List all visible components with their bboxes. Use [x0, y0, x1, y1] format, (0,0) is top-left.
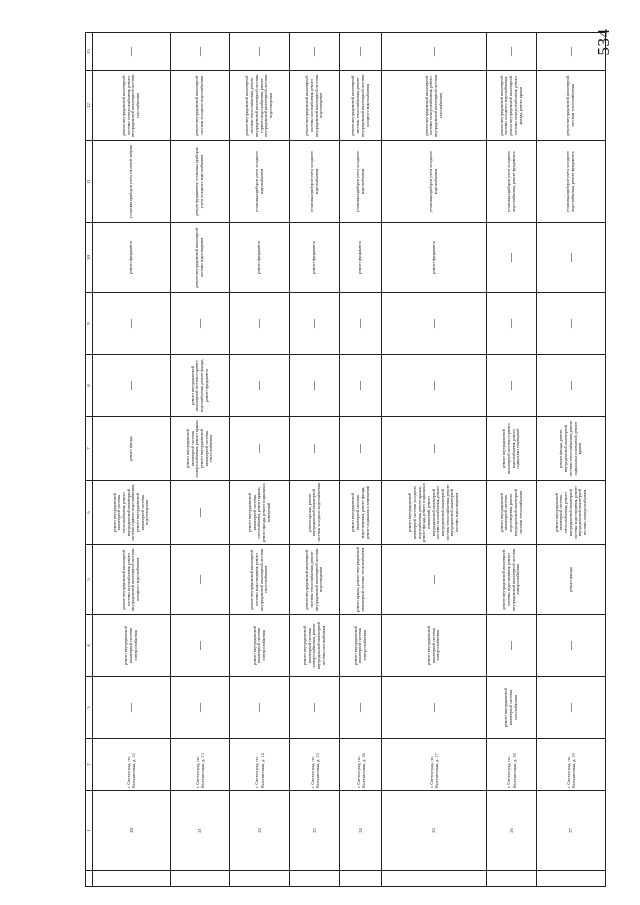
table-row — [230, 33, 290, 887]
work-cell: — — [382, 417, 487, 481]
work-cell: установка приборов учета холодного водоснабжения — [382, 141, 487, 223]
page-number: 534 — [594, 28, 613, 56]
work-cell: — — [537, 615, 606, 677]
work-cell: ремонт фундамента — [230, 223, 290, 293]
address-cell: г. Светлоград, пл. Выставочная, д. 13 — [170, 739, 230, 791]
row-number-cell: 23 — [289, 791, 340, 871]
work-cell: ремонт внутридомовой инженерной системы электроснабжения — [230, 615, 290, 677]
work-cell: ремонт фасада — [537, 545, 606, 615]
work-cell: — — [230, 417, 290, 481]
work-cell: ремонт внутридомовой инженерной системы теплоснабжения — [537, 71, 606, 141]
work-cell: ремонт внутридомовой инженерной системы теплоснабжения, ремонт внутридомовой инженерной системы горячего водоснабжения, ремонт внутридомовой инженерной системы водоотведения — [230, 71, 290, 141]
work-cell: ремонт внутридомовой инженерной системы теплоснабжения, ремонт внутридомовой инженерной системы водоотведения, ремонт внутридомовой инженерной системы электроснабжения — [537, 481, 606, 545]
work-cell: — — [382, 545, 487, 615]
work-cell: — — [170, 33, 230, 71]
column-number-cell: 13 — [86, 33, 93, 71]
column-number-cell: 8 — [86, 355, 93, 417]
work-cell: — — [230, 293, 290, 355]
work-cell: — — [537, 677, 606, 739]
work-cell: — — [230, 355, 290, 417]
work-cell: — — [340, 677, 382, 739]
work-cell: — — [340, 355, 382, 417]
work-cell: — — [170, 293, 230, 355]
work-cell: ремонт внутридомовой инженерной системы холодного водоснабжения, ремонт крыши, ремонт фасада, ремонт подвальных помещений, ремонт внутридомовой инженерной системы газоснабжения, ремонт внутридомовой инженерной системы теплоснабжения, ремонт внутридомовой инженерной системы водоотведения — [382, 481, 487, 545]
row-number-cell: 22 — [230, 791, 290, 871]
work-cell: — — [289, 33, 340, 71]
spacer-cell — [486, 871, 537, 887]
work-cell: ремонт внутридомовой инженерной системы электроснабжения — [340, 615, 382, 677]
work-cell: — — [289, 355, 340, 417]
work-cell: — — [486, 33, 537, 71]
work-cell: — — [537, 293, 606, 355]
work-cell: ремонт внутридомовой инженерной системы холодного водоснабжения — [170, 71, 230, 141]
work-cell: ремонт внутридомовой инженерной системы водоотведения — [170, 223, 230, 293]
row-number-cell: 27 — [537, 791, 606, 871]
work-cell: ремонт внутридомовой инженерной системы водоотведения, ремонт внутридомовой инженерной системы теплоснабжения — [486, 481, 537, 545]
work-cell: — — [289, 677, 340, 739]
repair-schedule-table — [85, 32, 606, 887]
column-number-cell: 10 — [86, 223, 93, 293]
column-number-cell: 1 — [86, 791, 93, 871]
work-cell: — — [382, 33, 487, 71]
column-number-cell: 11 — [86, 141, 93, 223]
column-number-cell: 9 — [86, 293, 93, 355]
address-cell: г. Светлоград, пл. Выставочная, д. 14 — [230, 739, 290, 791]
address-cell: г. Светлоград, пл. Выставочная, д. 12 — [93, 739, 171, 791]
table-row — [170, 33, 230, 887]
work-cell: установка приборов учета тепловой энергии — [93, 141, 171, 223]
work-cell: ремонт внутридомовой инженерной системы газоснабжения, ремонт внутридомовой инженерной системы водоотведения — [289, 71, 340, 141]
spacer-cell — [289, 871, 340, 887]
spacer-cell — [170, 871, 230, 887]
table-row — [289, 33, 340, 887]
column-number-cell — [86, 871, 93, 887]
work-cell: ремонт внутридомовой инженерной системы горячего водоснабжения, ремонт фасада, ремонт фундамента — [170, 355, 230, 417]
work-cell: ремонт фундамента — [340, 223, 382, 293]
work-cell: ремонт внутридомовой инженерной системы горячего водоснабжения, ремонт подвальных помещений — [486, 417, 537, 481]
work-cell: ремонт внутридомовой инженерной системы электроснабжения, ремонт крыши, ремонт внутридомовой инженерной системы теплоснабжения — [170, 417, 230, 481]
spacer-cell — [230, 871, 290, 887]
column-number-cell: 4 — [86, 615, 93, 677]
work-cell: — — [170, 481, 230, 545]
work-cell: ремонт внутридомовой инженерной системы теплоснабжения, ремонт внутридомовой инженерной системы горячего водоснабжения, ремонт внутридомовой инженерной системы водоотведения — [93, 481, 171, 545]
work-cell: — — [486, 615, 537, 677]
address-cell: г. Светлоград, пл. Выставочная, д. 17 — [382, 739, 487, 791]
row-number-cell: 21 — [170, 791, 230, 871]
work-cell: — — [93, 293, 171, 355]
column-number-cell: 6 — [86, 481, 93, 545]
address-cell: г. Светлоград, пл. Выставочная, д. 16 — [340, 739, 382, 791]
row-number-cell: 25 — [382, 791, 487, 871]
work-cell: — — [537, 223, 606, 293]
column-number-cell: 5 — [86, 545, 93, 615]
table-row — [340, 33, 382, 887]
table-row — [486, 33, 537, 887]
column-number-cell: 3 — [86, 677, 93, 739]
work-cell: ремонт крыши, ремонт внутридомовой инженерной системы теплоснабжения — [340, 545, 382, 615]
work-cell: ремонт фасада — [93, 417, 171, 481]
work-cell: — — [486, 293, 537, 355]
work-cell: ремонт внутридомовой инженерной системы теплоснабжения, ремонт внутридомовой инженерной системы водоотведения — [289, 545, 340, 615]
work-cell: ремонт фундамента, установка приборов учета холодного водоснабжения — [170, 141, 230, 223]
row-number-cell: 20 — [93, 791, 171, 871]
work-cell: — — [382, 355, 487, 417]
work-cell: — — [340, 417, 382, 481]
work-cell: ремонт внутридомовой инженерной системы газоснабжения, ремонт крыши, ремонт фасада, ремонт подвальных помещений — [230, 481, 290, 545]
work-cell: — — [170, 677, 230, 739]
work-cell: ремонт внутридомовой инженерной системы электроснабжения, ремонт внутридомовой инженерной системы газоснабжения — [93, 71, 171, 141]
work-cell: — — [93, 677, 171, 739]
work-cell: ремонт фундамента — [382, 223, 487, 293]
work-cell: — — [93, 355, 171, 417]
work-cell: — — [230, 33, 290, 71]
spacer-cell — [382, 871, 487, 887]
work-cell: ремонт внутридомовой инженерной системы газоснабжения, ремонт внутридомовой инженерной системы холодного водоснабжения — [93, 545, 171, 615]
work-cell: ремонт фундамента — [93, 223, 171, 293]
work-cell: ремонт внутридомовой инженерной системы теплоснабжения, ремонт внутридомовой инженерной системы холодного водоснабжения — [340, 71, 382, 141]
address-cell: г. Светлоград, пл. Выставочная, д. 19 — [537, 739, 606, 791]
work-cell: — — [486, 355, 537, 417]
spacer-cell — [93, 871, 171, 887]
work-cell: ремонт внутридомовой инженерной системы холодного водоснабжения, ремонт внутридомовой инженерной системы электроснабжения, ремонт фасада, ремонт крыши — [486, 71, 537, 141]
work-cell: ремонт фасада, ремонт внутридомовой инженерной системы теплоснабжения, ремонт подвальных помещений, ремонт крыши — [537, 417, 606, 481]
work-cell: — — [382, 293, 487, 355]
column-number-cell: 2 — [86, 739, 93, 791]
work-cell: — — [170, 545, 230, 615]
work-cell: установка приборов учета холодного водоснабжения, ремонт фундамента — [537, 141, 606, 223]
table-body — [86, 33, 606, 887]
work-cell: — — [289, 417, 340, 481]
work-cell: — — [340, 33, 382, 71]
work-cell: — — [537, 33, 606, 71]
work-cell: установка приборов учета холодного водоснабжения — [289, 141, 340, 223]
work-cell: ремонт внутридомовой инженерной системы водоотведения, ремонт внутридомовой инженерной системы теплоснабжения — [230, 545, 290, 615]
spacer-cell — [537, 871, 606, 887]
spacer-cell — [340, 871, 382, 887]
work-cell: — — [93, 33, 171, 71]
work-cell: — — [170, 615, 230, 677]
table-row — [537, 33, 606, 887]
work-cell: ремонт внутридомовой инженерной системы электроснабжения — [93, 615, 171, 677]
work-cell: ремонт внутридомовой инженерной системы электроснабжения, ремонт внутридомовой инженерной системы газоснабжения — [289, 615, 340, 677]
work-cell: ремонт крыши, ремонт внутридомовой инженерной системы холодного водоснабжения — [289, 481, 340, 545]
column-number-cell: 12 — [86, 71, 93, 141]
rotated-table-container — [85, 33, 606, 887]
work-cell: ремонт внутридомовой инженерной системы водоотведения, ремонт фасада, ремонт подвальных помещений — [340, 481, 382, 545]
work-cell: — — [486, 223, 537, 293]
column-number-cell: 7 — [86, 417, 93, 481]
table-frame — [85, 33, 606, 887]
work-cell: установка приборов учета холодного водоснабжения — [340, 141, 382, 223]
table-row — [93, 33, 171, 887]
work-cell: — — [289, 293, 340, 355]
work-cell: установка приборов учета холодного водоснабжения — [230, 141, 290, 223]
table-row — [382, 33, 487, 887]
work-cell: — — [340, 293, 382, 355]
work-cell: ремонт фундамента — [289, 223, 340, 293]
row-number-cell: 26 — [486, 791, 537, 871]
work-cell: ремонт внутридомовой инженерной системы газоснабжения — [486, 677, 537, 739]
work-cell: — — [382, 677, 487, 739]
work-cell: — — [537, 355, 606, 417]
address-cell: г. Светлоград, пл. Выставочная, д. 18 — [486, 739, 537, 791]
work-cell: — — [230, 677, 290, 739]
work-cell: ремонт внутридомовой инженерной системы электроснабжения, ремонт внутридомовой инженерной системы газоснабжения — [382, 71, 487, 141]
work-cell: ремонт внутридомовой инженерной системы водоотведения, ремонт внутридомовой инженерной системы электроснабжения — [486, 545, 537, 615]
work-cell: установка приборов учета холодного водоснабжения, ремонт фундамента — [486, 141, 537, 223]
row-number-cell: 24 — [340, 791, 382, 871]
column-number-row — [86, 33, 93, 887]
work-cell: ремонт внутридомовой инженерной системы электроснабжения — [382, 615, 487, 677]
address-cell: г. Светлоград, пл. Выставочная, д. 15 — [289, 739, 340, 791]
